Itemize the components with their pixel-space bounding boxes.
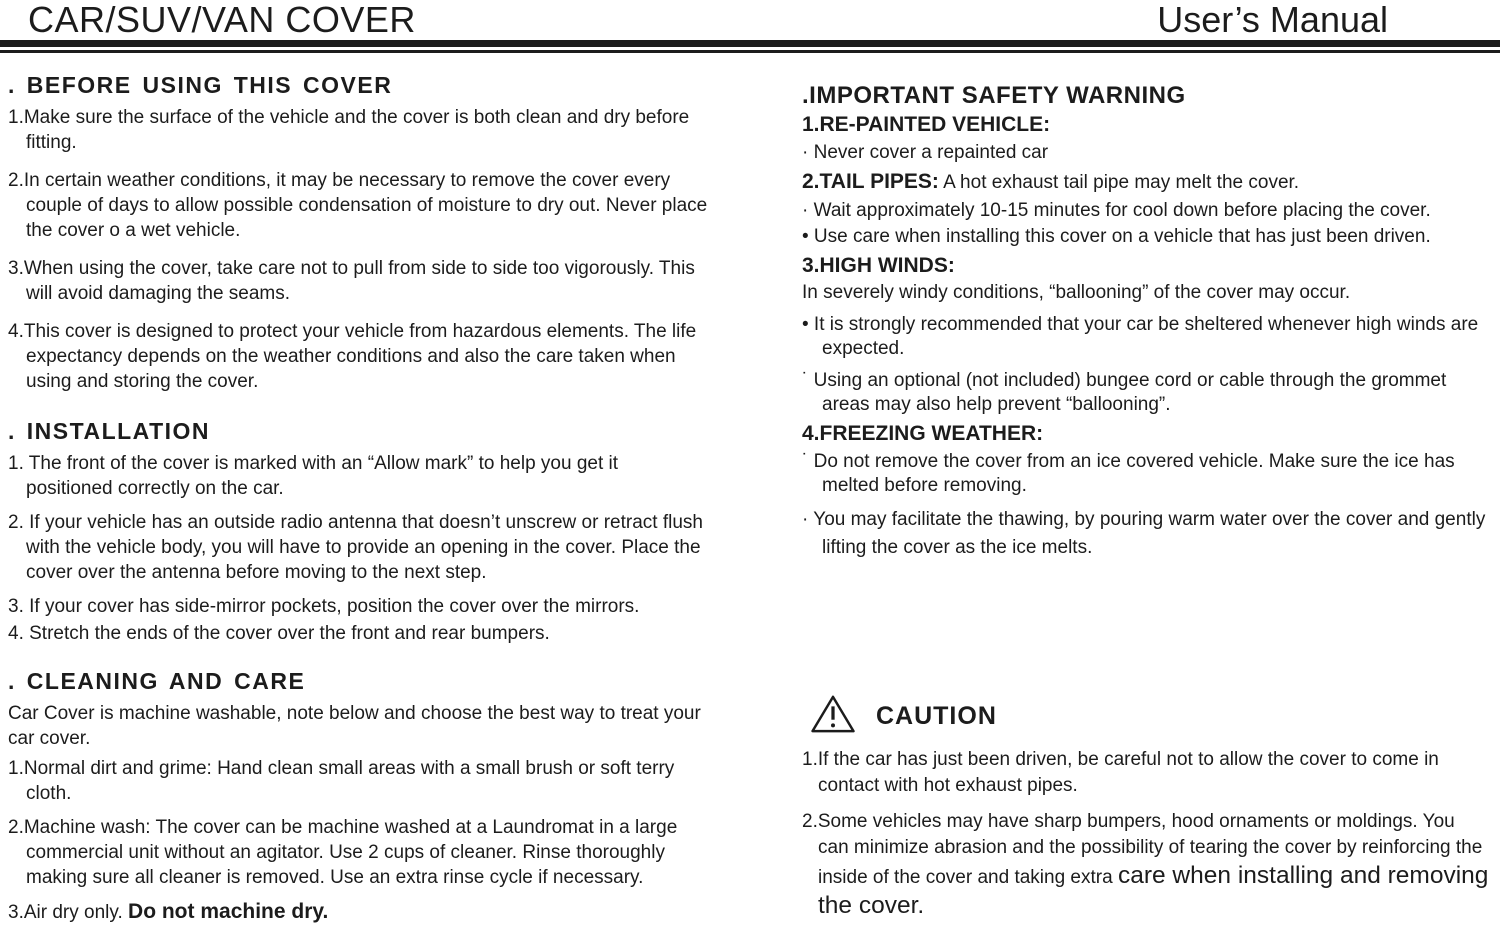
tail-pipes-text: A hot exhaust tail pipe may melt the cover. xyxy=(938,172,1300,193)
high-winds-bullet-2: ˙ Using an optional (not included) bungee cord or cable through the grommet areas may also help prevent “ballooning”. xyxy=(802,370,1447,415)
right-column xyxy=(802,82,1490,931)
subheading-tail-pipes xyxy=(802,169,1490,195)
do-not-machine-dry-text: Do not machine dry. xyxy=(128,900,329,923)
left-column xyxy=(8,72,708,934)
document-subtitle: User’s Manual xyxy=(1157,0,1388,40)
air-dry-text: 3.Air dry only. xyxy=(8,902,129,923)
before-using-item-3: 3.When using the cover, take care not to pull from side to side too vigorously. This will avoid damaging the seams. xyxy=(8,258,695,304)
installation-item-4: 4. Stretch the ends of the cover over the front and rear bumpers. xyxy=(8,623,550,644)
subheading-high-winds: 3.HIGH WINDS: xyxy=(802,254,955,277)
tail-pipes-label: 2.TAIL PIPES: xyxy=(802,170,939,193)
tail-pipes-bullet-2: • Use care when installing this cover on a vehicle that has just been driven. xyxy=(802,226,1431,247)
cleaning-item-1: 1.Normal dirt and grime: Hand clean small areas with a small brush or soft terry cloth. xyxy=(8,758,675,804)
before-using-item-4: 4.This cover is designed to protect your vehicle from hazardous elements. The life expectancy depends on the weather conditions and also the care taken when using and storing the cover. xyxy=(8,321,697,392)
cleaning-intro: Car Cover is machine washable, note below and choose the best way to treat your car cover. xyxy=(8,703,701,749)
high-winds-bullet-1: • It is strongly recommended that your car be sheltered whenever high winds are expected. xyxy=(802,314,1479,359)
header-rule-thick xyxy=(0,40,1500,47)
caution-item-2-emphasis: care when installing and removing the cover. xyxy=(818,862,1489,919)
before-using-item-1: 1.Make sure the surface of the vehicle and the cover is both clean and dry before fitting. xyxy=(8,107,690,153)
tail-pipes-bullet-1: · Wait approximately 10-15 minutes for cool down before placing the cover. xyxy=(802,200,1431,221)
freezing-bullet-1: ˙ Do not remove the cover from an ice covered vehicle. Make sure the ice has melted before removing. xyxy=(802,451,1455,496)
repainted-bullet-1: · Never cover a repainted car xyxy=(802,142,1049,163)
section-heading-before-using: . BEFORE USING THIS COVER xyxy=(8,72,393,98)
masthead xyxy=(0,0,1500,54)
installation-item-3: 3. If your cover has side-mirror pockets, position the cover over the mirrors. xyxy=(8,596,640,617)
caution-header xyxy=(810,694,1490,739)
caution-item-2-text: 2.Some vehicles may have sharp bumpers, hood ornaments or moldings. You can minimize abrasion and the possibility of tearing the cover by reinforcing the inside of the cover and taking extra xyxy=(802,811,1483,888)
caution-label: CAUTION xyxy=(876,702,997,730)
section-heading-cleaning: . CLEANING AND CARE xyxy=(8,668,306,694)
before-using-item-2: 2.In certain weather conditions, it may be necessary to remove the cover every couple of days to allow possible condensation of moisture to dry out. Never place the cover o a wet vehicle. xyxy=(8,170,708,241)
caution-item-2 xyxy=(802,809,1490,921)
installation-item-1: 1. The front of the cover is marked with an “Allow mark” to help you get it positioned correctly on the car. xyxy=(8,453,619,499)
caution-item-1: 1.If the car has just been driven, be careful not to allow the cover to come in contact with hot exhaust pipes. xyxy=(802,749,1439,796)
header-rule-thin xyxy=(0,50,1500,53)
section-heading-installation: . INSTALLATION xyxy=(8,418,211,444)
caution-section xyxy=(802,694,1490,921)
installation-item-2: 2. If your vehicle has an outside radio antenna that doesn’t unscrew or retract flush with the vehicle body, you will have to provide an opening in the cover. Place the cover over the antenna before moving to the next step. xyxy=(8,512,703,583)
document-title: CAR/SUV/VAN COVER xyxy=(28,0,416,40)
freezing-bullet-2: · You may facilitate the thawing, by pouring warm water over the cover and gently lifting the cover as the ice melts. xyxy=(802,509,1486,558)
section-heading-safety-warning: .IMPORTANT SAFETY WARNING xyxy=(802,82,1186,109)
subheading-freezing-weather: 4.FREEZING WEATHER: xyxy=(802,422,1044,445)
high-winds-text: In severely windy conditions, “ballooning” of the cover may occur. xyxy=(802,282,1351,303)
subheading-repainted-vehicle: 1.RE-PAINTED VEHICLE: xyxy=(802,113,1051,136)
cleaning-item-3 xyxy=(8,899,708,925)
warning-triangle-icon xyxy=(810,694,856,739)
cleaning-item-2: 2.Machine wash: The cover can be machine washed at a Laundromat in a large commercial unit without an agitator. Use 2 cups of cleaner. Rinse thoroughly making sure all cleaner is removed. Use an extra rinse cycle if necessary. xyxy=(8,817,678,888)
